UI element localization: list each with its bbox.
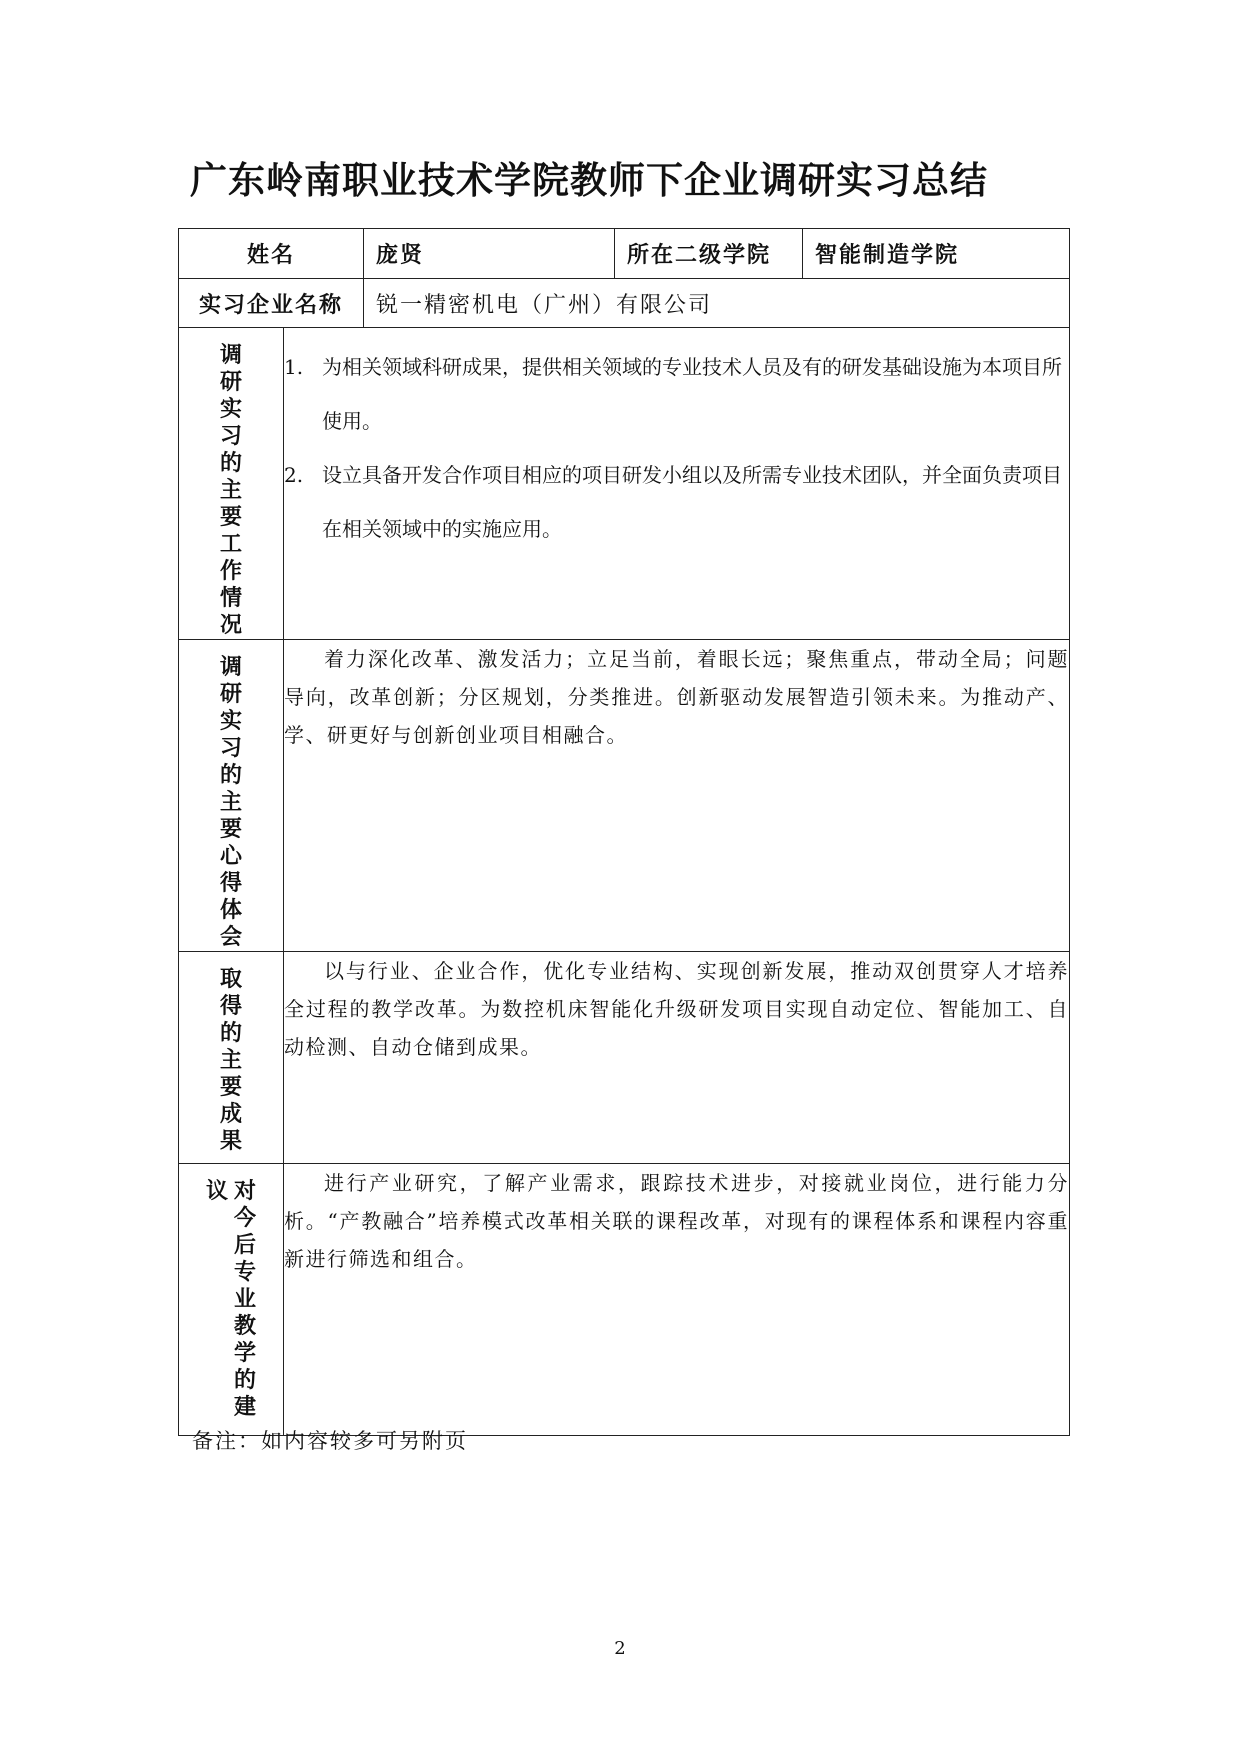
work-item-2: 2. 设立具备开发合作项目相应的项目研发小组以及所需专业技术团队，并全面负责项目在相关领域中的实施应用。: [284, 463, 1062, 541]
company-row: [179, 279, 1070, 328]
suggest-section-label-cell: [179, 1164, 284, 1436]
work-section-row: [179, 328, 1070, 640]
insight-section-content: [284, 640, 1070, 952]
company-value: 锐一精密机电（广州）有限公司: [364, 279, 1070, 328]
work-section-label: 调研实习的主要工作情况: [219, 343, 242, 638]
suggest-section-label-col1: 议: [205, 1179, 228, 1204]
insight-section-row: [179, 640, 1070, 952]
suggest-section-label-col2: 对今后专业教学的建: [233, 1179, 256, 1420]
name-value: 庞贤: [364, 229, 615, 279]
results-section-row: [179, 952, 1070, 1164]
college-label: 所在二级学院: [615, 229, 803, 279]
document-title: 广东岭南职业技术学院教师下企业调研实习总结: [190, 159, 988, 202]
insight-section-label-cell: [179, 640, 284, 952]
name-row: [179, 229, 1070, 279]
work-section-label-cell: [179, 328, 284, 640]
suggest-text: 进行产业研究，了解产业需求，跟踪技术进步，对接就业岗位，进行能力分析。“产教融合”培养模式改革相关联的课程改革，对现有的课程体系和课程内容重新进行筛选和组合。: [284, 1171, 1070, 1271]
name-label: 姓名: [179, 229, 364, 279]
suggest-section-row: [179, 1164, 1070, 1436]
work-section-content: [284, 328, 1070, 640]
page-number: 2: [614, 1638, 626, 1659]
insight-section-label: 调研实习的主要心得体会: [219, 655, 242, 950]
company-label: 实习企业名称: [179, 279, 364, 328]
suggest-section-content: [284, 1164, 1070, 1436]
results-section-content: [284, 952, 1070, 1164]
results-section-label: 取得的主要成果: [219, 967, 242, 1154]
footnote: 备注：如内容较多可另附页: [192, 1429, 468, 1453]
work-item-1: 1. 为相关领域科研成果，提供相关领域的专业技术人员及有的研发基础设施为本项目所使用。: [284, 355, 1062, 433]
results-section-label-cell: [179, 952, 284, 1164]
insight-text: 着力深化改革、激发活力；立足当前，着眼长远；聚焦重点，带动全局；问题导向，改革创新；分区规划，分类推进。创新驱动发展智造引领未来。为推动产、学、研更好与创新创业项目相融合。: [284, 647, 1070, 747]
report-form-table: [178, 228, 1070, 1436]
results-text: 以与行业、企业合作，优化专业结构、实现创新发展，推动双创贯穿人才培养全过程的教学改革。为数控机床智能化升级研发项目实现自动定位、智能加工、自动检测、自动仓储到成果。: [284, 959, 1070, 1059]
college-value: 智能制造学院: [803, 229, 1070, 279]
